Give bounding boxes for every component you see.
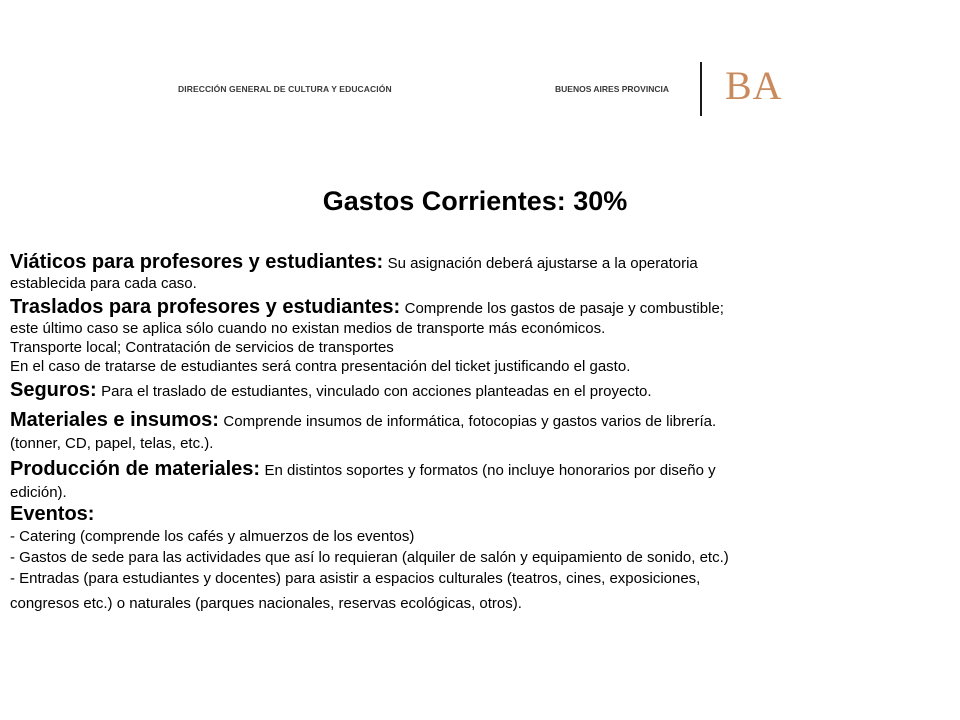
eventos-item: congresos etc.) o naturales (parques nacionales, reservas ecológicas, otros). [10, 595, 522, 612]
materiales-text-cont: (tonner, CD, papel, telas, etc.). [10, 435, 214, 452]
viaticos-label: Viáticos para profesores y estudiantes: [10, 251, 384, 273]
section-eventos [10, 504, 945, 614]
org-left-label: DIRECCIÓN GENERAL DE CULTURA Y EDUCACIÓN [178, 84, 392, 94]
org-right-label: BUENOS AIRES PROVINCIA [555, 84, 669, 94]
viaticos-text: Su asignación deberá ajustarse a la operatoria [387, 255, 698, 272]
page-title: Gastos Corrientes: 30% [322, 186, 628, 216]
traslados-line-3: Transporte local; Contratación de servicios de transportes [10, 339, 394, 356]
produccion-text-cont: edición). [10, 484, 67, 501]
seguros-label: Seguros: [10, 379, 97, 401]
viaticos-text-cont: establecida para cada caso. [10, 275, 197, 292]
materiales-label: Materiales e insumos: [10, 409, 219, 431]
header-divider [700, 62, 702, 116]
traslados-text: Comprende los gastos de pasaje y combustible; [404, 300, 724, 317]
traslados-line-4: En el caso de tratarse de estudiantes será contra presentación del ticket justificando el gasto. [10, 358, 631, 375]
traslados-line-2: este último caso se aplica sólo cuando no existan medios de transporte más económicos. [10, 320, 606, 337]
eventos-item: - Catering (comprende los cafés y almuerzos de los eventos) [10, 528, 415, 545]
section-seguros [10, 380, 945, 402]
materiales-text: Comprende insumos de informática, fotocopias y gastos varios de librería. [223, 413, 717, 430]
ba-logo: BA [725, 63, 783, 108]
produccion-text: En distintos soportes y formatos (no incluye honorarios por diseño y [264, 462, 716, 479]
traslados-label: Traslados para profesores y estudiantes: [10, 296, 401, 318]
eventos-item: - Entradas (para estudiantes y docentes) para asistir a espacios culturales (teatros, cines, exposiciones, [10, 570, 701, 587]
eventos-label: Eventos: [10, 503, 95, 525]
section-traslados [10, 297, 945, 376]
produccion-label: Producción de materiales: [10, 458, 261, 480]
seguros-text: Para el traslado de estudiantes, vinculado con acciones planteadas en el proyecto. [101, 383, 652, 400]
section-produccion [10, 459, 945, 502]
section-materiales [10, 410, 945, 453]
eventos-item: - Gastos de sede para las actividades que así lo requieran (alquiler de salón y equipamiento de sonido, etc.) [10, 549, 729, 566]
content-body [10, 252, 945, 614]
section-viaticos [10, 252, 945, 293]
